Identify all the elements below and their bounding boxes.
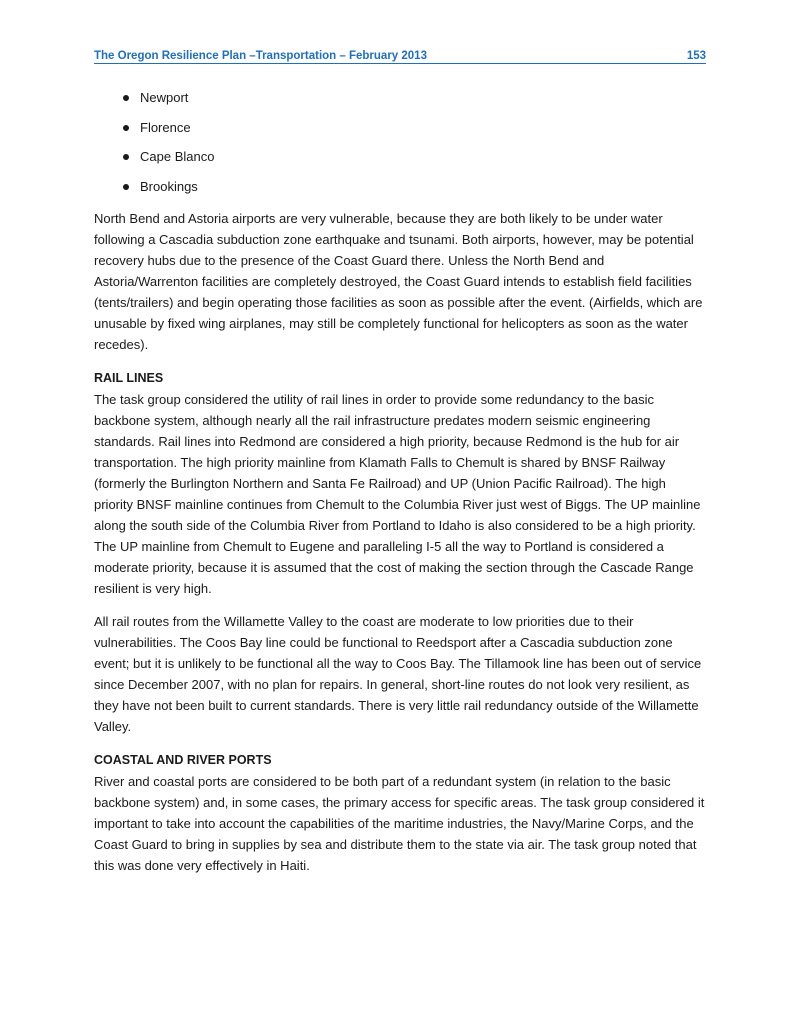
rail-lines-heading: RAIL LINES: [94, 371, 164, 385]
document-page: [94, 48, 706, 876]
list-item: Florence: [94, 120, 706, 136]
page-header: [94, 48, 706, 64]
bullet-icon: [123, 154, 129, 160]
airports-paragraph: North Bend and Astoria airports are very vulnerable, because they are both likely to be under water following a Cascadia subduction zone earthquake and tsunami. Both airports, however, may be potential recovery hubs due to the presence of the Coast Guard there. Unless the North Bend and Astoria/Warrenton facilities are completely destroyed, the Coast Guard intends to establish field facilities (tents/trailers) and begin operating those facilities as soon as possible after the event. (Airfields, which are unusable by fixed wing airplanes, may still be completely functional for helicopters as soon as the water recedes).: [94, 211, 703, 352]
list-item: Brookings: [94, 179, 706, 195]
header-title: The Oregon Resilience Plan –Transportation – February 2013: [94, 50, 427, 62]
list-item: Newport: [94, 90, 706, 106]
list-item: Cape Blanco: [94, 149, 706, 165]
bullet-icon: [123, 95, 129, 101]
rail-paragraph-2: All rail routes from the Willamette Valley to the coast are moderate to low priorities due to their vulnerabilities. The Coos Bay line could be functional to Reedsport after a Cascadia subduction zone event; but it is unlikely to be functional all the way to Coos Bay. The Tillamook line has been out of service since December 2007, with no plan for repairs. In general, short-line routes do not look very resilient, as they have not been built to current standards. There is very little rail redundancy outside of the Willamette Valley.: [94, 614, 702, 734]
location-list: [94, 90, 706, 195]
rail-paragraph-1: The task group considered the utility of rail lines in order to provide some redundancy to the basic backbone system, although nearly all the rail infrastructure predates modern seismic engineering standards. Rail lines into Redmond are considered a high priority, because Redmond is the hub for air transportation. The high priority mainline from Klamath Falls to Chemult is shared by BNSF Railway (formerly the Burlington Northern and Santa Fe Railroad) and UP (Union Pacific Railroad). The high priority BNSF mainline continues from Chemult to the Columbia River just west of Biggs. The UP mainline along the south side of the Columbia River from Portland to Idaho is also considered to be a high priority. The UP mainline from Chemult to Eugene and paralleling I-5 all the way to Portland is considered a moderate priority, because it is assumed that the cost of making the section through the Cascade Range resilient is very high.: [94, 392, 701, 596]
bullet-icon: [123, 125, 129, 131]
ports-heading: COASTAL AND RIVER PORTS: [94, 753, 272, 767]
bullet-icon: [123, 184, 129, 190]
page-number: 153: [686, 50, 706, 62]
ports-paragraph: River and coastal ports are considered to be both part of a redundant system (in relation to the basic backbone system) and, in some cases, the primary access for specific areas. The task group considered it important to take into account the capabilities of the maritime industries, the Navy/Marine Corps, and the Coast Guard to bring in supplies by sea and distribute them to the state via air. The task group noted that this was done very effectively in Haiti.: [94, 774, 705, 873]
